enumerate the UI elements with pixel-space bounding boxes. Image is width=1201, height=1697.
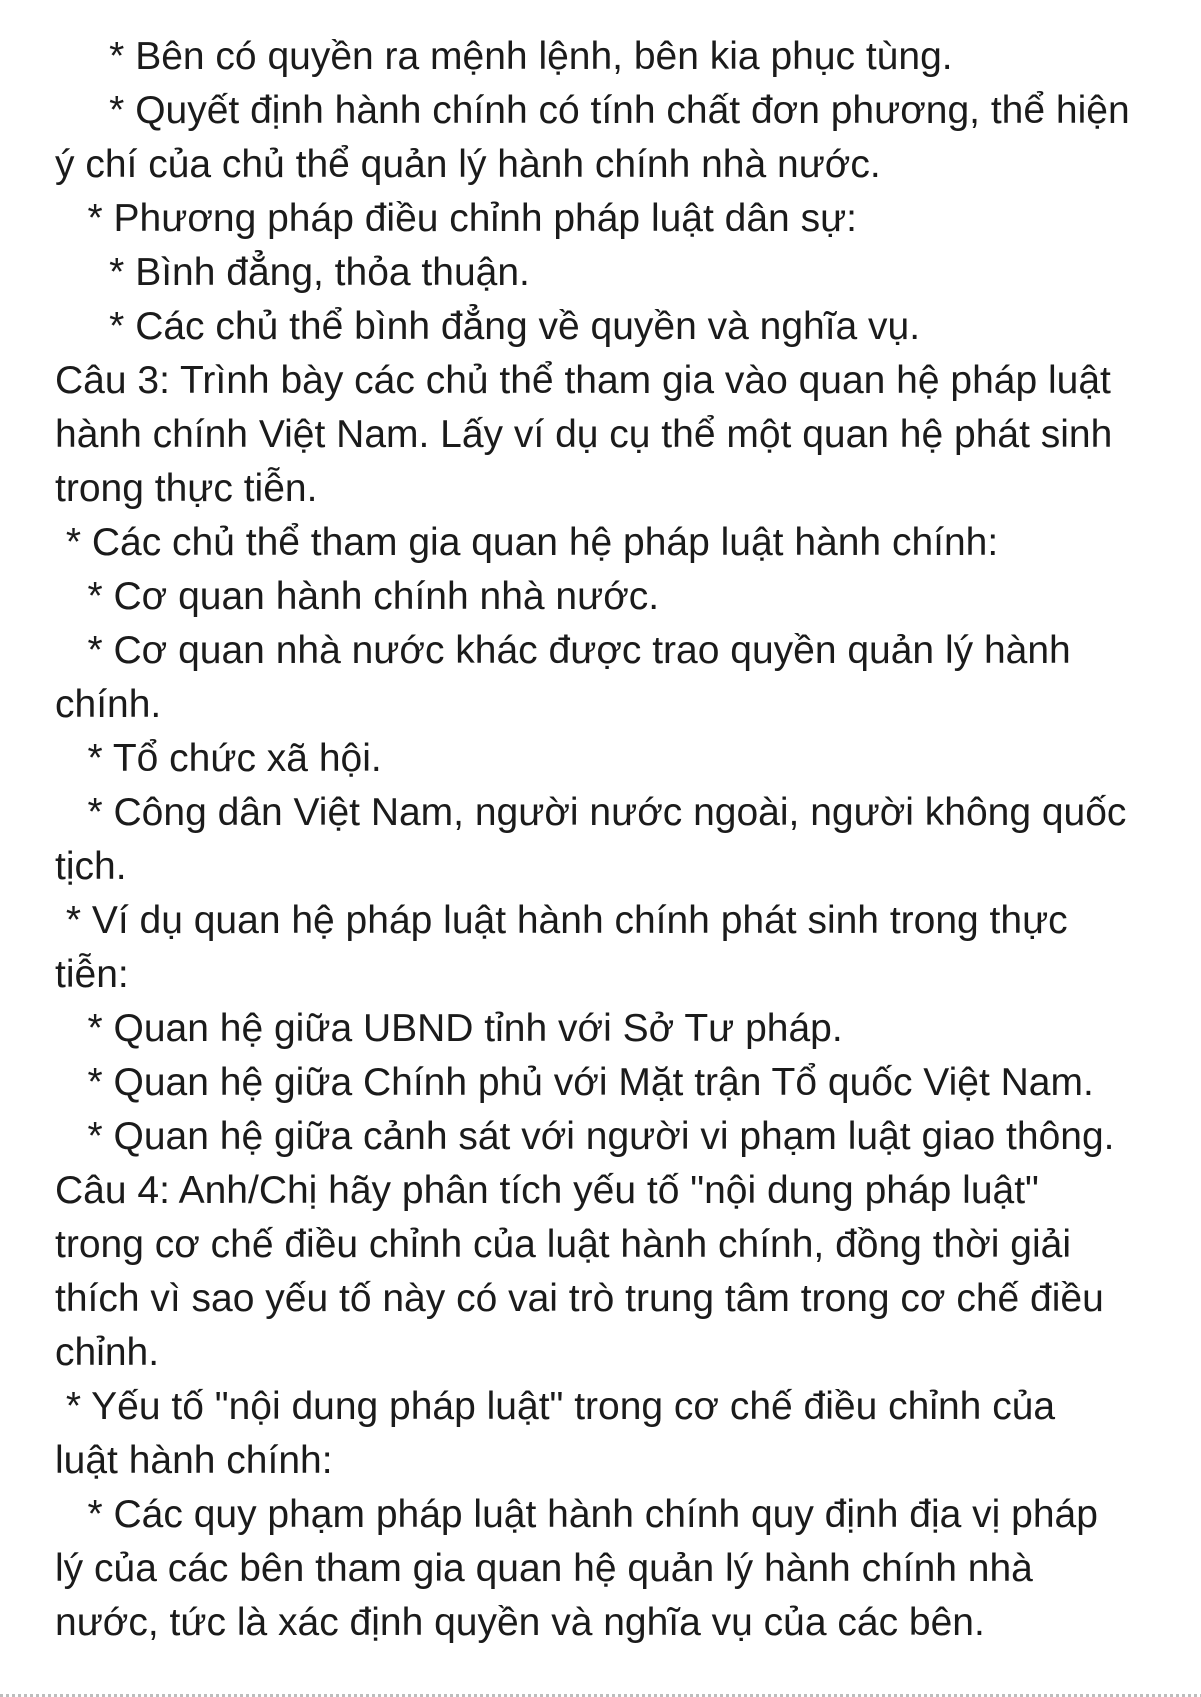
text-line: thích vì sao yếu tố này có vai trò trung tâm trong cơ chế điều: [55, 1277, 1104, 1320]
question-heading: Câu 4: Anh/Chị hãy phân tích yếu tố "nội dung pháp luật": [55, 1169, 1039, 1212]
text-line: ý chí của chủ thể quản lý hành chính nhà nước.: [55, 143, 881, 186]
text-line: tịch.: [55, 845, 127, 888]
text-line: * Các chủ thể bình đẳng về quyền và nghĩa vụ.: [55, 305, 921, 348]
text-line: nước, tức là xác định quyền và nghĩa vụ của các bên.: [55, 1601, 985, 1644]
text-line: * Cơ quan nhà nước khác được trao quyền quản lý hành: [55, 629, 1071, 672]
text-line: chính.: [55, 683, 162, 726]
question-heading: Câu 3: Trình bày các chủ thể tham gia vào quan hệ pháp luật: [55, 359, 1111, 402]
text-line: trong cơ chế điều chỉnh của luật hành chính, đồng thời giải: [55, 1223, 1071, 1266]
text-line: hành chính Việt Nam. Lấy ví dụ cụ thể một quan hệ phát sinh: [55, 413, 1113, 456]
text-line: * Các chủ thể tham gia quan hệ pháp luật hành chính:: [55, 521, 999, 564]
text-line: * Cơ quan hành chính nhà nước.: [55, 575, 660, 618]
text-line: * Phương pháp điều chỉnh pháp luật dân sự:: [55, 197, 858, 240]
text-line: * Quyết định hành chính có tính chất đơn phương, thể hiện: [55, 89, 1130, 132]
text-line: * Công dân Việt Nam, người nước ngoài, người không quốc: [55, 791, 1127, 834]
text-line: luật hành chính:: [55, 1439, 333, 1482]
text-line: chỉnh.: [55, 1331, 160, 1374]
text-line: * Quan hệ giữa Chính phủ với Mặt trận Tổ quốc Việt Nam.: [55, 1061, 1094, 1104]
text-line: * Các quy phạm pháp luật hành chính quy định địa vị pháp: [55, 1493, 1098, 1536]
text-line: * Yếu tố "nội dung pháp luật" trong cơ chế điều chỉnh của: [55, 1385, 1056, 1428]
text-line: * Quan hệ giữa UBND tỉnh với Sở Tư pháp.: [55, 1007, 843, 1050]
text-line: * Quan hệ giữa cảnh sát với người vi phạm luật giao thông.: [55, 1115, 1115, 1158]
text-line: * Bên có quyền ra mệnh lệnh, bên kia phục tùng.: [55, 35, 953, 78]
text-line: * Bình đẳng, thỏa thuận.: [55, 251, 530, 294]
text-line: * Tổ chức xã hội.: [55, 737, 382, 780]
text-line: trong thực tiễn.: [55, 467, 318, 510]
text-line: tiễn:: [55, 953, 129, 996]
document-text: [55, 30, 1185, 1650]
text-line: lý của các bên tham gia quan hệ quản lý hành chính nhà: [55, 1547, 1033, 1590]
text-line: * Ví dụ quan hệ pháp luật hành chính phát sinh trong thực: [55, 899, 1068, 942]
